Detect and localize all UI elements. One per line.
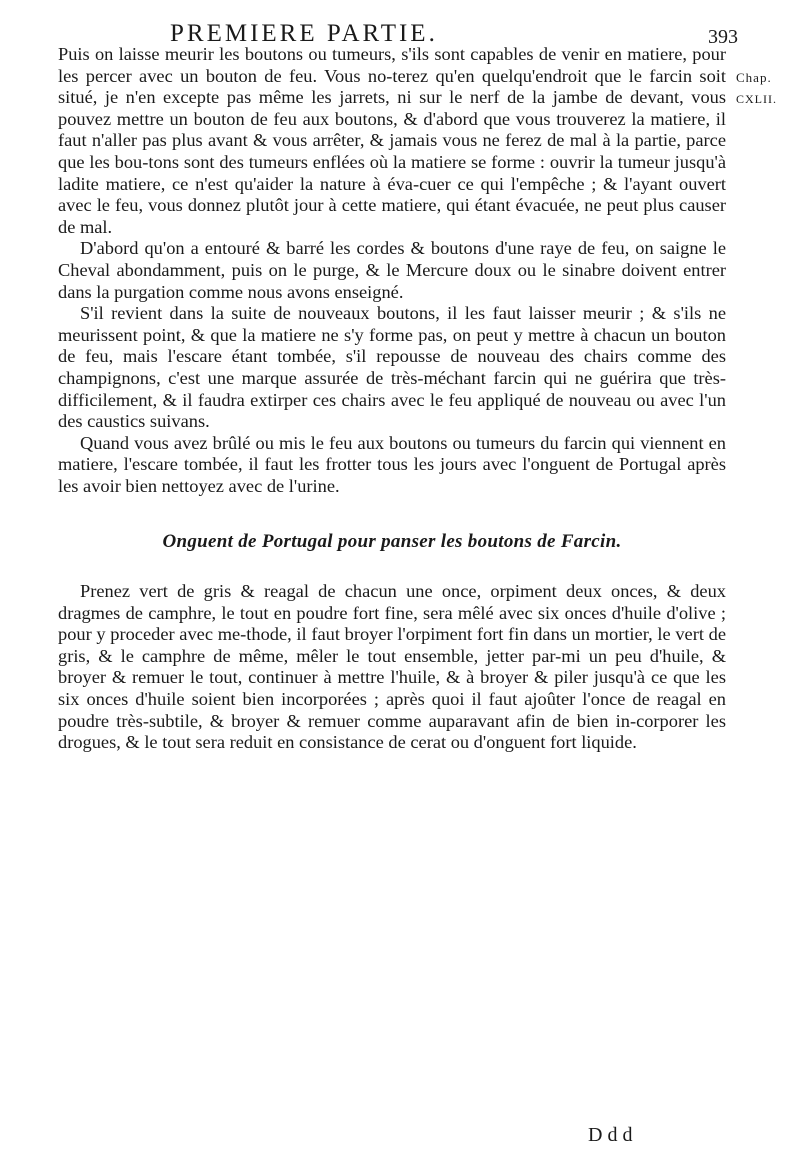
body-text [58, 44, 726, 754]
paragraph-recipe: Prenez vert de gris & reagal de chacun une once, orpiment deux onces, & deux dragmes de camphre, le tout en poudre fort fine, sera mêlé avec six onces d'huile d'olive ; pour y proceder avec me-thode, il faut broyer l'orpiment fort fin dans un mortier, le vert de gris, & le camphre de même, mêler le tout ensemble, jetter par-mi un peu d'huile, & broyer & remuer le tout, continuer à mettre l'huile, & à broyer & piler jusqu'à ce que les six onces d'huile soient bien incorporées ; après quoi il faut ajoûter l'once de reagal en poudre très-subtile, & broyer & remuer comme auparavant afin de bien in-corporer les drogues, & le tout sera reduit en consistance de cerat ou d'onguent fort liquide. [58, 581, 726, 753]
margin-chapter-label: Chap. [736, 70, 772, 85]
section-title: Onguent de Portugal pour panser les boutons de Farcin. [162, 531, 622, 553]
paragraph-raye-de-feu: D'abord qu'on a entouré & barré les cordes & boutons d'une raye de feu, on saigne le Cheval abondamment, puis on le purge, & le Mercure doux ou le sinabre doivent entrer dans la purgation comme nous avons enseigné. [58, 238, 726, 302]
page-number: 393 [708, 26, 738, 48]
running-title: PREMIERE PARTIE. [170, 20, 438, 47]
paragraph-boutons: Puis on laisse meurir les boutons ou tumeurs, s'ils sont capables de venir en matiere, pour les percer avec un bouton de feu. Vous no-terez qu'en quelqu'endroit que le farcin soit situé, je n'en excepte pas même les jarrets, ni sur le nerf de la jambe de devant, vous pouvez mettre un bouton de feu aux boutons, & d'abord que vous trouverez la matiere, il faut n'aller pas plus avant & vous arrêter, & jamais vous ne ferez de mal à la partie, parce que les bou-tons sont des tumeurs enflées où la matiere se forme : ouvrir la tumeur jusqu'à ladite matiere, ce n'est qu'aider la nature à éva-cuer ce qui l'empêche ; & l'ayant ouvert avec le feu, vous donnez plutôt jour à cette matiere, qui étant évacuée, ne peut plus causer de mal. [58, 44, 726, 237]
paragraph-nouveaux-boutons: S'il revient dans la suite de nouveaux boutons, il les faut laisser meurir ; & s'ils ne meurissent point, & que la matiere ne s'y forme pas, on peut y mettre à chacun un bouton de feu, mais l'escare étant tombée, s'il repousse de nouveau des chairs comme des champignons, c'est une marque assurée de très-méchant farcin qui ne guérira que très-difficilement, & il faudra extirper ces chairs avec le feu appliqué de nouveau ou avec l'un des caustics suivans. [58, 303, 726, 432]
signature-mark: D d d [588, 1124, 633, 1146]
paragraph-onguent-usage: Quand vous avez brûlé ou mis le feu aux boutons ou tumeurs du farcin qui viennent en matiere, l'escare tombée, il faut les frotter tous les jours avec l'onguent de Portugal après les avoir bien nettoyez avec de l'urine. [58, 432, 726, 496]
margin-chapter-number: CXLII. [736, 92, 777, 106]
